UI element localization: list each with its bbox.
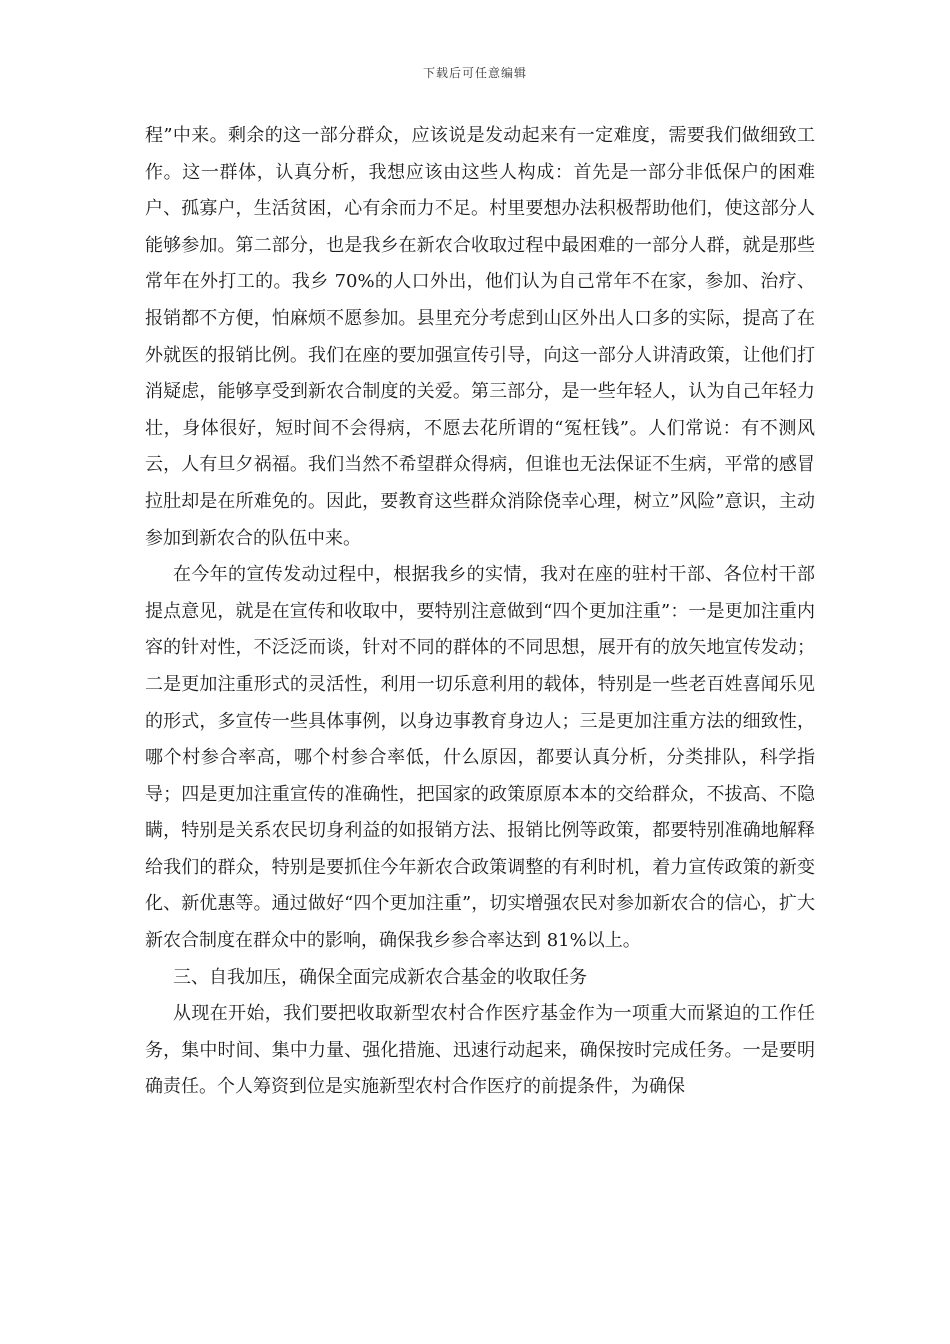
section-heading: 三、自我加压，确保全面完成新农合基金的收取任务 [173, 966, 587, 988]
paragraph-3: 从现在开始，我们要把收取新型农村合作医疗基金作为一项重大而紧迫的工作任务，集中时间、集中力量、强化措施、迅速行动起来，确保按时完成任务。一是要明确责任。个人筹资到位是实施新型农村合作医疗的前提条件，为确保 [145, 1003, 815, 1098]
paragraph-2: 在今年的宣传发动过程中，根据我乡的实情，我对在座的驻村干部、各位村干部提点意见，就是在宣传和收取中，要特别注意做到“四个更加注重”：一是更加注重内容的针对性，不泛泛而谈，针对不同的群体的不同思想，展开有的放矢地宣传发动；二是更加注重形式的灵活性，利用一切乐意利用的载体，特别是一些老百姓喜闻乐见的形式，多宣传一些具体事例，以身边事教育身边人；三是更加注重方法的细致性，哪个村参合率高，哪个村参合率低，什么原因，都要认真分析，分类排队，科学指导；四是更加注重宣传的准确性，把国家的政策原原本本的交给群众，不拔高、不隐瞒，特别是关系农民切身利益的如报销方法、报销比例等政策，都要特别准确地解释给我们的群众，特别是要抓住今年新农合政策调整的有利时机，着力宣传政策的新变化、新优惠等。通过做好“四个更加注重”，切实增强农民对参加新农合的信心，扩大新农合制度在群众中的影响，确保我乡参合率达到 81%以上。 [145, 564, 815, 952]
page-header: 下载后可任意编辑 [422, 66, 527, 80]
paragraph-1: 程”中来。剩余的这一部分群众，应该说是发动起来有一定难度，需要我们做细致工作。这一群体，认真分析，我想应该由这些人构成：首先是一部分非低保户的困难户、孤寡户，生活贫困，心有余而力不足。村里要想办法积极帮助他们，使这部分人能够参加。第二部分，也是我乡在新农合收取过程中最困难的一部分人群，就是那些常年在外打工的。我乡 70%的人口外出，他们认为自己常年不在家，参加、治疗、报销都不方便，怕麻烦不愿参加。县里充分考虑到山区外出人口多的实际，提高了在外就医的报销比例。我们在座的要加强宣传引导，向这一部分人讲清政策，让他们打消疑虑，能够享受到新农合制度的关爱。第三部分，是一些年轻人，认为自己年轻力壮，身体很好，短时间不会得病，不愿去花所谓的“冤枉钱”。人们常说：有不测风云，人有旦夕祸福。我们当然不希望群众得病，但谁也无法保证不生病，平常的感冒拉肚却是在所难免的。因此，要教育这些群众消除侥幸心理，树立”风险”意识，主动参加到新农合的队伍中来。 [145, 125, 815, 549]
document-body [145, 118, 815, 1106]
